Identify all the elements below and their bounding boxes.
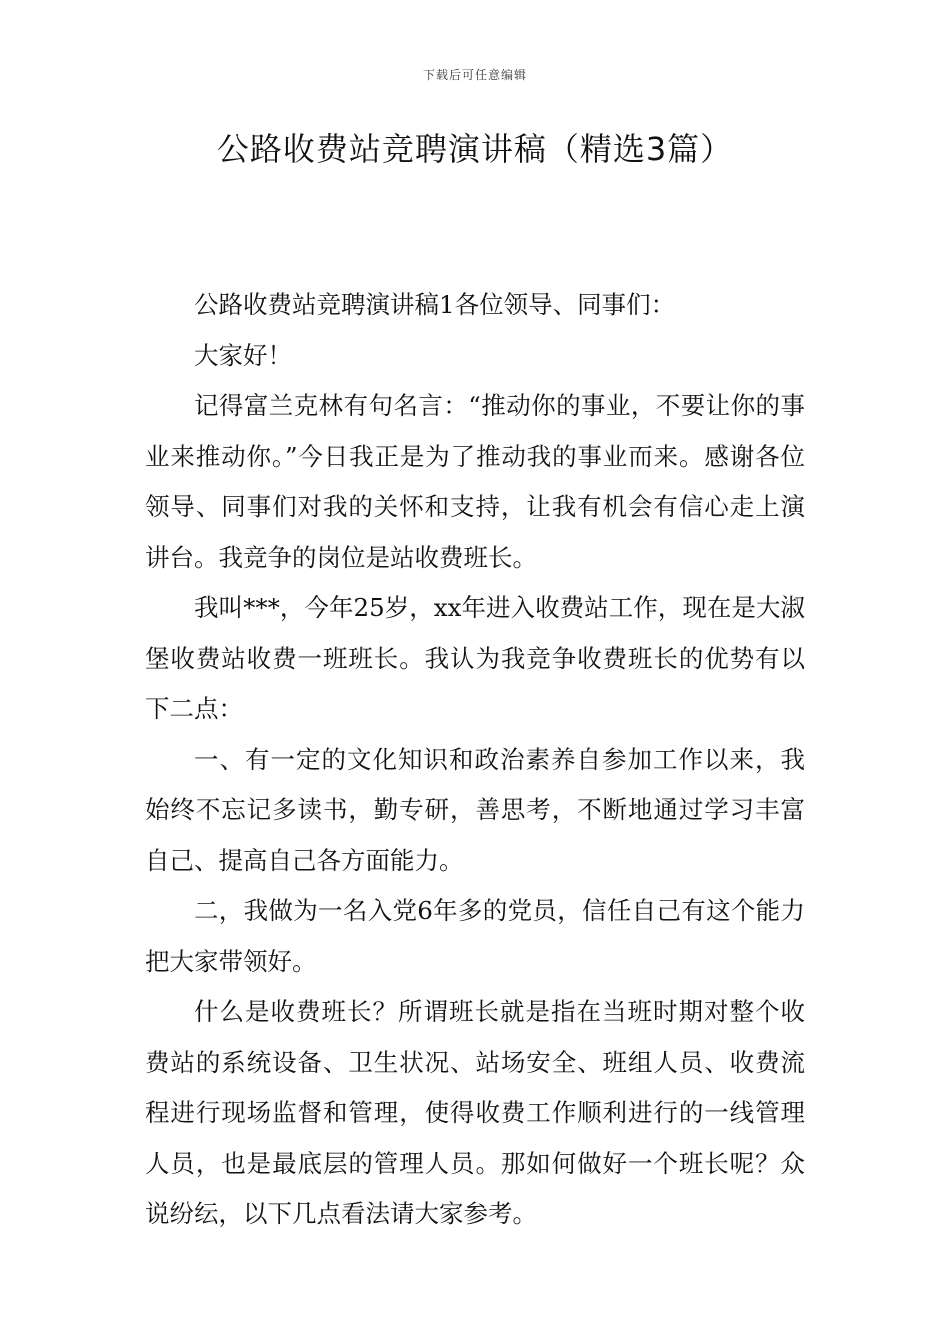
paragraph: 记得富兰克林有句名言：“推动你的事业，不要让你的事业来推动你。”今日我正是为了推动我的事业而来。感谢各位领导、同事们对我的关怀和支持，让我有机会有信心走上演讲台。我竞争的岗位是站收费班长。 [145, 391, 805, 572]
paragraph: 公路收费站竞聘演讲稿1各位领导、同事们： [194, 290, 676, 319]
paragraph: 二，我做为一名入党6年多的党员，信任自己有这个能力把大家带领好。 [145, 896, 805, 976]
paragraph: 什么是收费班长？所谓班长就是指在当班时期对整个收费站的系统设备、卫生状况、站场安全、班组人员、收费流程进行现场监督和管理，使得收费工作顺利进行的一线管理人员，也是最底层的管理人员。那如何做好一个班长呢？众说纷纭，以下几点看法请大家参考。 [145, 997, 805, 1228]
document-body [145, 280, 805, 1240]
header-note: 下载后可任意编辑 [422, 68, 527, 82]
paragraph: 我叫***，今年25岁，xx年进入收费站工作，现在是大淑堡收费站收费一班班长。我认为我竞争收费班长的优势有以下二点： [145, 593, 805, 723]
paragraph: 大家好！ [194, 340, 292, 370]
paragraph: 一、有一定的文化知识和政治素养自参加工作以来，我始终不忘记多读书，勤专研，善思考，不断地通过学习丰富自己、提高自己各方面能力。 [145, 744, 805, 875]
document-title: 公路收费站竞聘演讲稿（精选3篇） [216, 130, 734, 168]
